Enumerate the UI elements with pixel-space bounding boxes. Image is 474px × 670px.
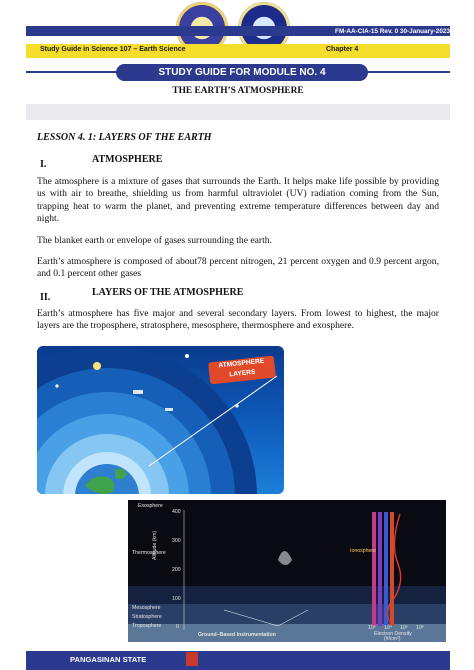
altitude-tick: 400 [172, 509, 181, 515]
altitude-tick: 300 [172, 538, 181, 544]
altitude-tick: 100 [172, 596, 181, 602]
topic-title: THE EARTH’S ATMOSPHERE [172, 86, 304, 96]
density-tick: 10⁶ [416, 625, 424, 631]
footer-logo-mark [186, 652, 198, 666]
section-title: ATMOSPHERE [92, 154, 163, 165]
altitude-electron-density-figure [128, 500, 446, 642]
mesosphere-label: Mesosphere [132, 605, 161, 611]
electron-density-label: Electron Density [374, 631, 412, 637]
atmosphere-layers-ribbon: ATMOSPHERE LAYERS [208, 356, 276, 385]
paragraph-atmosphere-definition: The atmosphere is a mixture of gases that surrounds the Earth. It helps make life possible by providing us with air to breathe, shielding us from harmful ultraviolet (UV) radiation coming from the Sun, trapping heat to warm the planet, and preventing extreme temperature differences between day and night. [37, 176, 439, 225]
density-tick: 10⁵ [400, 625, 408, 631]
form-code: FM-AA-CIA-15 Rev. 0 30-January-2023 [335, 28, 450, 35]
module-title: STUDY GUIDE FOR MODULE NO. 4 [116, 64, 368, 81]
altitude-axis-label: Altitude (km) [152, 530, 158, 560]
section-number: II. [40, 292, 51, 303]
electron-density-unit: (#/cm³) [384, 636, 401, 642]
ionosphere-label: Ionosphere [350, 548, 376, 554]
paragraph-blanket: The blanket earth or envelope of gases surrounding the earth. [37, 235, 272, 246]
stratosphere-label: Stratosphere [132, 614, 162, 620]
section-number: I. [40, 159, 47, 170]
density-tick: 10³ [368, 625, 376, 631]
paragraph-layers: Earth’s atmosphere has five major and several secondary layers. From lowest to highest, the major layers are the troposphere, stratosphere, mesosphere, thermosphere and exosphere. [37, 308, 439, 332]
guide-label: Study Guide in Science 107 – Earth Science [40, 46, 186, 53]
thermosphere-label: Thermosphere [132, 550, 166, 556]
section-heading-layers [40, 287, 244, 305]
topic-band [26, 104, 450, 120]
section-title: LAYERS OF THE ATMOSPHERE [92, 287, 244, 298]
section-heading-atmosphere [40, 154, 163, 172]
altitude-tick: 200 [172, 567, 181, 573]
ground-instrumentation-label: Ground–Based Instrumentation [198, 632, 276, 638]
chapter-label: Chapter 4 [326, 46, 359, 53]
exosphere-label: Exosphere [138, 503, 163, 509]
troposphere-label: Troposphere [132, 623, 162, 629]
altitude-tick: 0 [176, 624, 179, 630]
lesson-title: LESSON 4. 1: LAYERS OF THE EARTH [37, 132, 212, 143]
footer-text: PANGASINAN STATE [70, 655, 147, 664]
atmosphere-layers-illustration [37, 346, 284, 494]
density-tick: 10⁴ [384, 625, 392, 631]
paragraph-composition: Earth’s atmosphere is composed of about78 percent nitrogen, 21 percent oxygen and 0.9 percent argon, and 0.1 percent other gases [37, 256, 439, 280]
